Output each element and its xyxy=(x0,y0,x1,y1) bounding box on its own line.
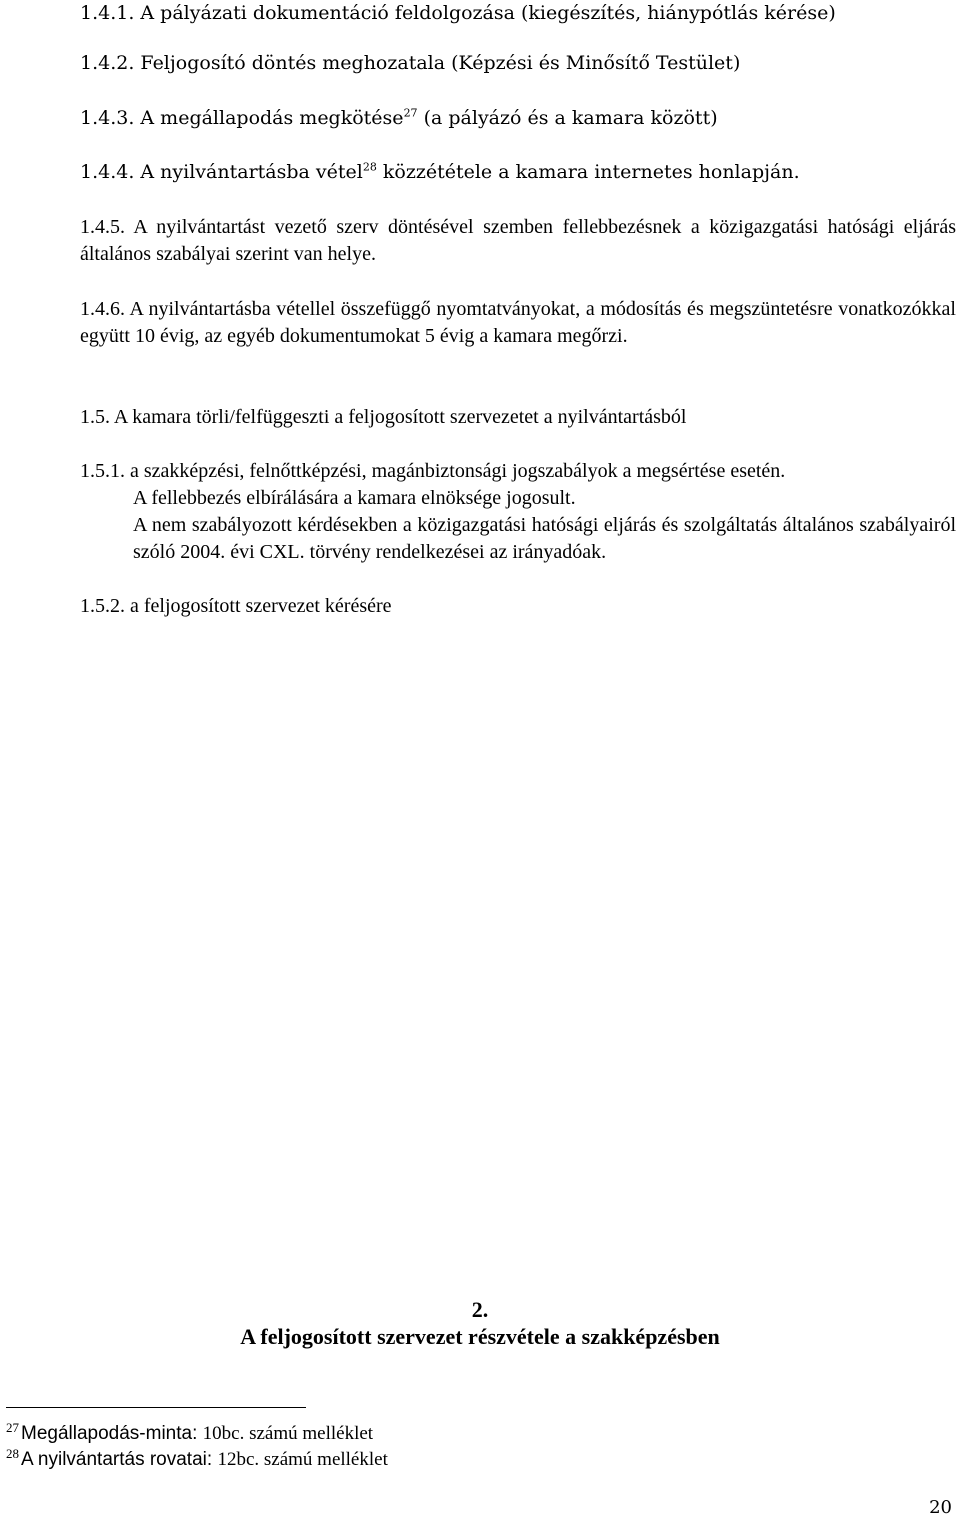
footnote-text-end: 12bc. számú melléklet xyxy=(217,1449,388,1470)
footnote-text: Megállapodás-minta: xyxy=(21,1423,203,1444)
footnote-ref-27: 27 xyxy=(403,106,418,120)
footnote-ref-28: 28 xyxy=(362,160,377,174)
item-1-4-2: 1.4.2. Feljogosító döntés meghozatala (Képzési és Minősítő Testület) xyxy=(80,52,741,74)
page-number: 20 xyxy=(929,1497,952,1518)
footnote-mark: 28 xyxy=(6,1446,19,1461)
section-title: A feljogosított szervezet részvétele a szakképzésben xyxy=(240,1324,720,1349)
footnote-mark: 27 xyxy=(6,1420,19,1435)
footnote-divider xyxy=(6,1407,306,1408)
item-1-5-1: 1.5.1. a szakképzési, felnőttképzési, magánbiztonsági jogszabályok a megsértése esetén. xyxy=(80,460,786,482)
item-1-4-4 xyxy=(80,159,956,186)
item-1-5-1-rules: A nem szabályozott kérdésekben a közigazgatási hatósági eljárás és szolgáltatás általános szabályairól szóló 2004. évi CXL. törvény rendelkezései az irányadóak. xyxy=(133,514,956,563)
footnote-text-end: 10bc. számú melléklet xyxy=(202,1423,374,1444)
item-1-4-3 xyxy=(80,105,956,132)
item-1-4-4-text-end: közzététele a kamara internetes honlapján. xyxy=(376,161,800,183)
item-1-5-1-appeal: A fellebbezés elbírálására a kamara elnöksége jogosult. xyxy=(133,487,576,509)
item-1-4-6: 1.4.6. A nyilvántartásba vétellel összefüggő nyomtatványokat, a módosítás és megszüntetésre vonatkozókkal együtt 10 évig, az egyéb dokumentumokat 5 évig a kamara megőrzi. xyxy=(80,298,956,347)
item-1-5: 1.5. A kamara törli/felfüggeszti a feljogosított szervezetet a nyilvántartásból xyxy=(80,406,687,428)
item-1-4-3-text-end: (a pályázó és a kamara között) xyxy=(417,107,718,129)
footnote-28 xyxy=(6,1443,388,1471)
item-1-5-2: 1.5.2. a feljogosított szervezet kérésére xyxy=(80,595,392,617)
item-1-4-1: 1.4.1. A pályázati dokumentáció feldolgozása (kiegészítés, hiánypótlás kérése) xyxy=(80,2,836,24)
item-1-4-4-text: 1.4.4. A nyilvántartásba vétel xyxy=(80,161,363,183)
footnote-27 xyxy=(6,1417,373,1445)
item-1-4-3-text: 1.4.3. A megállapodás megkötése xyxy=(80,107,404,129)
footnote-text: A nyilvántartás rovatai: xyxy=(21,1449,218,1470)
item-1-4-5: 1.4.5. A nyilvántartást vezető szerv döntésével szemben fellebbezésnek a közigazgatási hatósági eljárás általános szabályai szerint van helye. xyxy=(80,216,956,265)
section-number: 2. xyxy=(471,1297,489,1322)
